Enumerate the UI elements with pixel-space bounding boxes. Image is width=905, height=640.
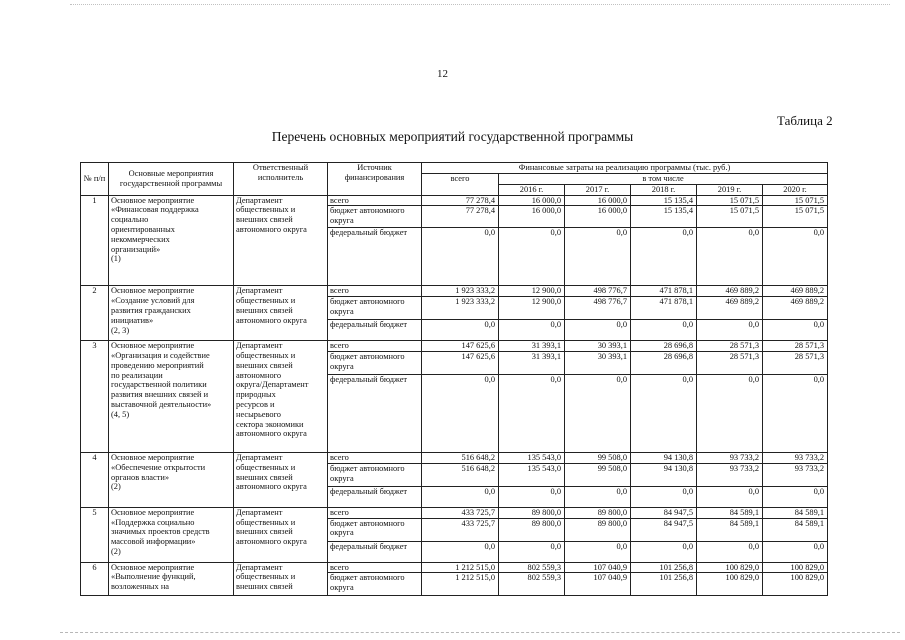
activity-line: развития внешних связей и <box>111 390 209 400</box>
year-value-cell: 0,0 <box>565 374 631 452</box>
executor-line: природных <box>236 390 276 400</box>
year-value-cell: 469 889,2 <box>763 297 828 320</box>
activity-line: выставочной деятельности» <box>111 399 212 409</box>
year-value-cell: 99 508,0 <box>565 452 631 463</box>
year-value-cell: 0,0 <box>499 228 565 286</box>
header-funding: Финансовые затраты на реализацию программы (тыс. руб.) <box>422 163 828 174</box>
executor-line: автономного округа <box>236 315 307 325</box>
year-value-cell: 84 589,1 <box>697 507 763 518</box>
total-cell: 77 278,4 <box>422 195 499 206</box>
header-year: 2017 г. <box>565 184 631 195</box>
activity-line: Основное мероприятие <box>111 507 195 517</box>
year-value-cell: 471 878,1 <box>631 286 697 297</box>
year-value-cell: 94 130,8 <box>631 452 697 463</box>
executor-line: общественных и <box>236 517 296 527</box>
year-value-cell: 0,0 <box>499 541 565 562</box>
table-row <box>81 507 828 518</box>
row-number: 4 <box>81 452 109 507</box>
total-cell: 433 725,7 <box>422 518 499 541</box>
year-value-cell: 0,0 <box>763 320 828 341</box>
header-year: 2020 г. <box>763 184 828 195</box>
total-cell: 147 625,6 <box>422 351 499 374</box>
header-num: № п/п <box>81 163 109 196</box>
year-value-cell: 28 571,3 <box>697 351 763 374</box>
activity-line: (2) <box>111 546 121 556</box>
executor-line: общественных и <box>236 572 296 582</box>
year-value-cell: 100 829,0 <box>763 573 828 596</box>
activity-cell <box>109 507 234 562</box>
row-number: 1 <box>81 195 109 286</box>
year-value-cell: 100 829,0 <box>697 562 763 573</box>
header-including: в том числе <box>499 174 828 185</box>
scan-edge-bottom <box>60 632 900 634</box>
table-row <box>81 452 828 463</box>
year-value-cell: 0,0 <box>697 228 763 286</box>
row-number: 3 <box>81 341 109 453</box>
row-number: 2 <box>81 286 109 341</box>
activity-line: (4, 5) <box>111 409 130 419</box>
activity-line: «Выполнение функций, <box>111 572 196 582</box>
year-value-cell: 15 135,4 <box>631 195 697 206</box>
year-value-cell: 15 071,5 <box>697 206 763 228</box>
year-value-cell: 0,0 <box>763 374 828 452</box>
year-value-cell: 99 508,0 <box>565 463 631 486</box>
executor-line: Департамент <box>236 507 283 517</box>
year-value-cell: 12 900,0 <box>499 286 565 297</box>
year-value-cell: 471 878,1 <box>631 297 697 320</box>
year-value-cell: 84 589,1 <box>763 518 828 541</box>
year-value-cell: 0,0 <box>697 541 763 562</box>
year-value-cell: 469 889,2 <box>697 297 763 320</box>
activity-cell <box>109 562 234 596</box>
activity-line: Основное мероприятие <box>111 452 195 462</box>
activity-cell <box>109 195 234 286</box>
year-value-cell: 0,0 <box>499 486 565 507</box>
year-value-cell: 28 696,8 <box>631 351 697 374</box>
source-cell: бюджет автономного округа <box>328 518 422 541</box>
year-value-cell: 84 947,5 <box>631 518 697 541</box>
year-value-cell: 28 571,3 <box>763 351 828 374</box>
activity-cell <box>109 286 234 341</box>
page-number: 12 <box>437 68 448 80</box>
activity-cell <box>109 452 234 507</box>
year-value-cell: 0,0 <box>697 486 763 507</box>
total-cell: 433 725,7 <box>422 507 499 518</box>
activity-line: Основное мероприятие <box>111 195 195 205</box>
year-value-cell: 93 733,2 <box>763 463 828 486</box>
executor-line: ресурсов и <box>236 399 275 409</box>
year-value-cell: 0,0 <box>631 486 697 507</box>
year-value-cell: 0,0 <box>697 374 763 452</box>
year-value-cell: 0,0 <box>697 320 763 341</box>
table-body <box>81 195 828 596</box>
source-cell: федеральный бюджет <box>328 228 422 286</box>
year-value-cell: 31 393,1 <box>499 341 565 352</box>
total-cell: 77 278,4 <box>422 206 499 228</box>
row-number: 5 <box>81 507 109 562</box>
year-value-cell: 16 000,0 <box>499 206 565 228</box>
executor-line: общественных и <box>236 350 296 360</box>
year-value-cell: 0,0 <box>631 228 697 286</box>
year-value-cell: 0,0 <box>565 486 631 507</box>
executor-line: Департамент <box>236 286 283 296</box>
activity-line: Основное мероприятие <box>111 286 195 296</box>
executor-line: внешних связей <box>236 582 293 592</box>
row-number: 6 <box>81 562 109 596</box>
executor-line: автономного округа <box>236 429 307 439</box>
year-value-cell: 0,0 <box>565 320 631 341</box>
total-cell: 1 923 333,2 <box>422 286 499 297</box>
total-cell: 1 212 515,0 <box>422 573 499 596</box>
total-cell: 0,0 <box>422 374 499 452</box>
activity-line: Основное мероприятие <box>111 341 195 351</box>
year-value-cell: 802 559,3 <box>499 562 565 573</box>
activity-line: «Финансовая поддержка <box>111 205 199 215</box>
year-value-cell: 135 543,0 <box>499 463 565 486</box>
year-value-cell: 93 733,2 <box>763 452 828 463</box>
year-value-cell: 28 571,3 <box>763 341 828 352</box>
year-value-cell: 0,0 <box>565 228 631 286</box>
scan-edge-top <box>70 4 890 6</box>
year-value-cell: 0,0 <box>499 320 565 341</box>
year-value-cell: 135 543,0 <box>499 452 565 463</box>
activity-line: (2) <box>111 482 121 492</box>
executor-line: автономного округа <box>236 224 307 234</box>
activity-line: инициатив» <box>111 315 154 325</box>
year-value-cell: 12 900,0 <box>499 297 565 320</box>
source-cell: всего <box>328 507 422 518</box>
year-value-cell: 0,0 <box>763 228 828 286</box>
executor-cell <box>234 341 328 453</box>
activity-line: органов власти» <box>111 472 170 482</box>
executor-line: внешних связей <box>236 527 293 537</box>
total-cell: 1 212 515,0 <box>422 562 499 573</box>
year-value-cell: 89 800,0 <box>565 518 631 541</box>
executor-line: автономного округа <box>236 537 307 547</box>
executor-line: сектора экономики <box>236 419 304 429</box>
year-value-cell: 30 393,1 <box>565 341 631 352</box>
year-value-cell: 16 000,0 <box>565 195 631 206</box>
executor-cell <box>234 452 328 507</box>
table-row <box>81 562 828 573</box>
activity-line: (1) <box>111 254 121 264</box>
year-value-cell: 30 393,1 <box>565 351 631 374</box>
year-value-cell: 28 571,3 <box>697 341 763 352</box>
source-cell: федеральный бюджет <box>328 486 422 507</box>
executor-line: автономного округа <box>236 482 307 492</box>
total-cell: 0,0 <box>422 541 499 562</box>
total-cell: 0,0 <box>422 320 499 341</box>
table-row <box>81 341 828 352</box>
year-value-cell: 28 696,8 <box>631 341 697 352</box>
table-row <box>81 195 828 206</box>
year-value-cell: 498 776,7 <box>565 286 631 297</box>
activity-line: Основное мероприятие <box>111 562 195 572</box>
source-cell: федеральный бюджет <box>328 541 422 562</box>
year-value-cell: 469 889,2 <box>697 286 763 297</box>
source-cell: федеральный бюджет <box>328 320 422 341</box>
year-value-cell: 89 800,0 <box>565 507 631 518</box>
year-value-cell: 93 733,2 <box>697 452 763 463</box>
source-cell: всего <box>328 452 422 463</box>
executor-line: внешних связей <box>236 360 293 370</box>
activity-line: социально <box>111 215 149 225</box>
activity-line: организаций» <box>111 244 161 254</box>
year-value-cell: 31 393,1 <box>499 351 565 374</box>
activity-line: «Обеспечение открытости <box>111 462 206 472</box>
header-year: 2016 г. <box>499 184 565 195</box>
year-value-cell: 84 947,5 <box>631 507 697 518</box>
year-value-cell: 84 589,1 <box>697 518 763 541</box>
source-cell: бюджет автономного округа <box>328 463 422 486</box>
activity-line: по реализации <box>111 370 163 380</box>
activity-line: (2, 3) <box>111 325 130 335</box>
year-value-cell: 15 071,5 <box>763 195 828 206</box>
table-label: Таблица 2 <box>777 113 833 128</box>
activity-line: развития гражданских <box>111 305 191 315</box>
page-title: Перечень основных мероприятий государственной программы <box>271 129 634 144</box>
year-value-cell: 16 000,0 <box>565 206 631 228</box>
source-cell: всего <box>328 341 422 352</box>
source-cell: федеральный бюджет <box>328 374 422 452</box>
header-executor: Ответственный исполнитель <box>234 163 328 196</box>
total-cell: 516 648,2 <box>422 463 499 486</box>
source-cell: всего <box>328 286 422 297</box>
year-value-cell: 0,0 <box>565 541 631 562</box>
executor-line: общественных и <box>236 296 296 306</box>
executor-line: Департамент <box>236 341 283 351</box>
executor-line: общественных и <box>236 462 296 472</box>
header-year: 2019 г. <box>697 184 763 195</box>
total-cell: 147 625,6 <box>422 341 499 352</box>
executor-line: внешних связей <box>236 215 293 225</box>
year-value-cell: 101 256,8 <box>631 573 697 596</box>
executor-cell <box>234 286 328 341</box>
source-cell: всего <box>328 195 422 206</box>
executor-line: несырьевого <box>236 409 281 419</box>
year-value-cell: 0,0 <box>763 486 828 507</box>
year-value-cell: 0,0 <box>499 374 565 452</box>
executor-cell <box>234 507 328 562</box>
year-value-cell: 101 256,8 <box>631 562 697 573</box>
header-activity: Основные мероприятия государственной программы <box>109 163 234 196</box>
year-value-cell: 89 800,0 <box>499 518 565 541</box>
year-value-cell: 15 071,5 <box>697 195 763 206</box>
executor-line: автономного <box>236 370 282 380</box>
year-value-cell: 0,0 <box>631 320 697 341</box>
executor-line: общественных и <box>236 205 296 215</box>
executor-line: внешних связей <box>236 305 293 315</box>
total-cell: 516 648,2 <box>422 452 499 463</box>
year-value-cell: 0,0 <box>631 541 697 562</box>
executor-cell <box>234 195 328 286</box>
year-value-cell: 802 559,3 <box>499 573 565 596</box>
year-value-cell: 93 733,2 <box>697 463 763 486</box>
source-cell: всего <box>328 562 422 573</box>
activity-line: массовой информации» <box>111 537 196 547</box>
source-cell: бюджет автономного округа <box>328 297 422 320</box>
total-cell: 0,0 <box>422 486 499 507</box>
activity-line: государственной политики <box>111 380 207 390</box>
source-cell: бюджет автономного округа <box>328 206 422 228</box>
total-cell: 1 923 333,2 <box>422 297 499 320</box>
year-value-cell: 107 040,9 <box>565 562 631 573</box>
year-value-cell: 107 040,9 <box>565 573 631 596</box>
year-value-cell: 498 776,7 <box>565 297 631 320</box>
year-value-cell: 89 800,0 <box>499 507 565 518</box>
header-total: всего <box>422 174 499 196</box>
activity-line: значимых проектов средств <box>111 527 210 537</box>
year-value-cell: 94 130,8 <box>631 463 697 486</box>
header-source: Источник финансирования <box>328 163 422 196</box>
activity-line: ориентированных <box>111 224 175 234</box>
year-value-cell: 0,0 <box>763 541 828 562</box>
header-year: 2018 г. <box>631 184 697 195</box>
executor-line: округа/Департамент <box>236 380 309 390</box>
year-value-cell: 100 829,0 <box>697 573 763 596</box>
year-value-cell: 469 889,2 <box>763 286 828 297</box>
year-value-cell: 0,0 <box>631 374 697 452</box>
year-value-cell: 100 829,0 <box>763 562 828 573</box>
executor-line: Департамент <box>236 562 283 572</box>
activities-table <box>80 162 828 596</box>
source-cell: бюджет автономного округа <box>328 351 422 374</box>
year-value-cell: 15 071,5 <box>763 206 828 228</box>
year-value-cell: 15 135,4 <box>631 206 697 228</box>
activity-line: «Создание условий для <box>111 296 195 306</box>
activity-line: возложенных на <box>111 582 170 592</box>
year-value-cell: 16 000,0 <box>499 195 565 206</box>
table-row <box>81 286 828 297</box>
activity-line: «Поддержка социально <box>111 517 195 527</box>
executor-line: Департамент <box>236 452 283 462</box>
activity-line: некоммерческих <box>111 234 170 244</box>
activity-line: «Организация и содействие <box>111 350 210 360</box>
activity-cell <box>109 341 234 453</box>
executor-cell <box>234 562 328 596</box>
executor-line: внешних связей <box>236 472 293 482</box>
activity-line: проведению мероприятий <box>111 360 204 370</box>
source-cell: бюджет автономного округа <box>328 573 422 596</box>
year-value-cell: 84 589,1 <box>763 507 828 518</box>
total-cell: 0,0 <box>422 228 499 286</box>
executor-line: Департамент <box>236 195 283 205</box>
